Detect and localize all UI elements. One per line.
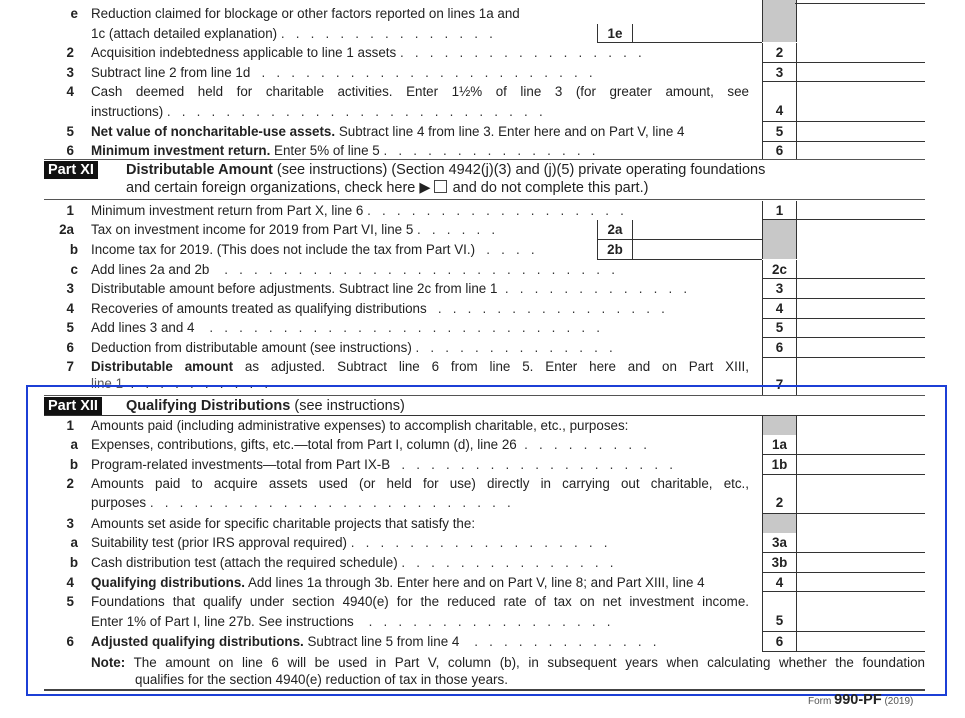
line-label: Expenses, contributions, gifts, etc.—total from Part I, column (d), line 26 [91,437,517,452]
amount-field-xii-3a[interactable] [795,533,925,552]
leader-dots: . . . . . . . . . . . . . . . [277,26,493,41]
line-label: Income tax for 2019. (This does not include the tax from Part VI.) [91,242,476,257]
line-text [91,573,705,592]
line-number: e [70,6,78,21]
amount-field-1e[interactable] [631,24,762,43]
part-xii-line-3a [0,533,965,552]
line-number: 3 [66,281,74,296]
divider [795,3,925,4]
part-label: Part XII [44,397,102,415]
line-text [91,435,647,454]
leader-dots: . . . . . . . . . . . . . . . . [426,301,665,316]
part-x-line-2 [0,43,965,62]
line-number: 4 [66,301,74,316]
line-box: 2 [762,474,797,513]
amount-field-xii-6[interactable] [795,632,925,651]
leader-dots: . . . . . . . . . . [123,376,269,391]
part-x-line-5 [0,122,965,141]
line-number: 3 [66,65,74,80]
amount-field-3[interactable] [795,63,925,82]
leader-dots: . . . . . . . . . . . . . [497,281,688,296]
line-label-bold: Net value of noncharitable-use assets. [91,124,336,139]
check-here-suffix: and do not complete this part.) [452,180,649,196]
form-year: (2019) [884,696,914,707]
part-x-line-1e-cont [0,24,965,43]
line-text [91,374,268,393]
line-text [91,220,495,239]
line-number: 2a [59,222,74,237]
leader-dots: . . . . . . . . . . . . . . . . . . . . . . . . . . . [209,262,615,277]
shaded-cell [762,220,797,259]
private-operating-foundation-checkbox[interactable] [434,180,447,193]
line-label: Add lines 2a and 2b [91,262,210,277]
leader-dots: . . . . . . . . . . . . . . . . . . [347,535,608,550]
line-text [91,102,543,121]
line-label: Subtract line 5 from line 4 [303,634,460,649]
line-box: 1 [762,201,797,220]
amount-field-xii-1b[interactable] [795,455,925,474]
line-text [91,63,593,82]
line-label: Subtract line 4 from line 3. Enter here and on Part V, line 4 [335,124,685,139]
line-box: 1b [762,455,797,474]
line-number: 5 [66,594,74,609]
part-xii-header [44,397,925,415]
leader-dots: . . . . [475,242,535,257]
line-number: b [69,242,78,257]
part-xi-line-6 [0,338,965,357]
check-here-label: and certain foreign organizations, check here ▶ [126,180,431,196]
line-label: Add lines 1a through 3b. Enter here and on Part V, line 8; and Part XIII, line 4 [245,575,705,590]
part-xi-line-1 [0,201,965,220]
line-box: 2c [762,260,797,279]
leader-dots: . . . . . . . . . . . . . . . [397,555,614,570]
note-line-2: qualifies for the section 4940(e) reduction of tax in those years. [135,672,508,687]
amount-field-xii-5[interactable] [795,592,925,631]
amount-field-xii-3b[interactable] [795,553,925,572]
leader-dots: . . . . . . . . . . . . . . . . . [353,614,611,629]
line-label: Add lines 3 and 4 [91,320,195,335]
line-box-1e: 1e [597,24,633,43]
line-box: 7 [762,357,797,395]
amount-field-xi-2c[interactable] [795,260,925,279]
part-xi-line-2b [0,240,965,259]
note-line-1: The amount on line 6 will be used in Part V, column (b), in subsequent years when calculating whether the foundation [133,655,925,670]
part-xii-line-1a [0,435,965,454]
divider [44,159,925,160]
leader-dots: . . . . . . . . . . . . . . . . . . . . . . . . . . . [194,320,601,335]
line-text [91,201,624,220]
part-xii-line-6 [0,632,965,651]
line-number: 6 [66,143,74,158]
line-text: Amounts paid to acquire assets used (or held for use) directly in carrying out charitable, etc., [91,476,749,491]
line-number: 5 [66,124,74,139]
part-title [126,397,405,415]
line-label: Suitability test (prior IRS approval required) [91,535,348,550]
line-text [91,612,610,631]
line-number: b [69,555,78,570]
divider [762,651,925,652]
part-title-bold: Qualifying Distributions [126,398,291,414]
part-xii-line-4 [0,573,965,592]
part-xi-line-2a [0,220,965,239]
part-xii-line-3b [0,553,965,572]
amount-field-xi-2a[interactable] [631,220,762,239]
line-box: 3a [762,533,797,552]
amount-field-5[interactable] [795,122,925,141]
line-label: instructions) [91,104,164,119]
line-label: line 1 [91,376,124,391]
leader-dots: . . . . . . . . . . . . . . . . . . [363,203,624,218]
part-title-line2 [126,179,648,197]
line-box: 5 [762,318,797,337]
line-box: 6 [762,338,797,357]
line-text: Reduction claimed for blockage or other factors reported on lines 1a and [91,6,520,21]
line-text [91,43,642,62]
line-text: Cash deemed held for charitable activities. Enter 1½% of line 3 (for greater amount, see [91,84,749,99]
line-label: Cash distribution test (attach the required schedule) [91,555,398,570]
part-xi-line-4 [0,299,965,318]
part-xii-line-1 [0,416,965,435]
line-text [91,141,596,160]
amount-field-4[interactable] [795,82,925,121]
amount-field-xii-1a[interactable] [795,435,925,454]
line-number: a [70,437,78,452]
line-label: purposes [91,495,147,510]
line-label: Minimum investment return from Part X, line 6 [91,203,364,218]
part-title-rest: (see instructions) (Section 4942(j)(3) and (j)(5) private operating foundations [272,162,766,178]
line-number: 6 [66,634,74,649]
line-label-bold: Qualifying distributions. [91,575,245,590]
line-box-2b: 2b [597,240,633,259]
leader-dots: . . . . . . . . . . . . . . . . . . . . . . . . . [146,495,511,510]
line-number: 2 [66,476,74,491]
part-title [126,161,765,179]
part-label: Part XI [44,161,98,179]
part-xii-line-1b [0,455,965,474]
line-number: a [70,535,78,550]
leader-dots: . . . . . . . . . . . . . . . . . . . . . . . [250,65,593,80]
line-text: Foundations that qualify under section 4940(e) for the reduced rate of tax on net investment income. [91,594,749,609]
line-box-2a: 2a [597,220,633,239]
leader-dots: . . . . . . [413,222,496,237]
line-number: c [70,262,78,277]
amount-field-xi-4[interactable] [795,299,925,318]
leader-dots: . . . . . . . . . . . . . [459,634,657,649]
line-number: 1 [66,418,74,433]
line-number: b [69,457,78,472]
part-xi-line-5 [0,318,965,337]
line-text [91,24,493,43]
line-number: 3 [66,516,74,531]
amount-field-xi-6[interactable] [795,338,925,357]
line-number: 4 [66,575,74,590]
amount-field-xi-3[interactable] [795,279,925,298]
amount-field-xi-5[interactable] [795,318,925,337]
divider [44,199,925,200]
line-label-bold: Adjusted qualifying distributions. [91,634,304,649]
amount-field-xi-7[interactable] [795,357,925,395]
line-text [91,553,613,572]
amount-field-xii-2[interactable] [795,474,925,513]
leader-dots: . . . . . . . . . . . . . . . . . . . [390,457,673,472]
line-box: 3b [762,553,797,572]
shaded-cell [762,0,797,42]
line-label-bold: Distributable amount [91,359,234,374]
amount-field-2[interactable] [795,43,925,62]
line-box: 6 [762,141,797,160]
form-word: Form [808,696,832,707]
amount-field-xii-4[interactable] [795,573,925,592]
leader-dots: . . . . . . . . . . . . . . [411,340,613,355]
line-text [91,260,615,279]
line-number: 2 [66,45,74,60]
line-box: 3 [762,279,797,298]
leader-dots: . . . . . . . . . [516,437,647,452]
line-box: 4 [762,82,797,121]
shaded-cell [762,514,797,533]
part-title-bold: Distributable Amount [126,162,273,178]
line-number: 7 [66,359,74,374]
amount-field-6[interactable] [795,141,925,160]
line-number: 1 [66,203,74,218]
line-text-cont: 1c (attach detailed explanation) [91,26,278,41]
line-text [91,279,687,298]
line-text [91,122,684,141]
line-number: 6 [66,340,74,355]
divider [44,689,925,691]
note-label: Note: [91,655,126,670]
form-number: 990-PF [834,692,882,708]
leader-dots: . . . . . . . . . . . . . . . . . [396,45,642,60]
line-label: Program-related investments—total from Part IX-B [91,457,391,472]
divider [44,395,925,396]
shaded-cell [762,416,797,435]
line-text [91,240,535,259]
line-label: Distributable amount before adjustments. Subtract line 2c from line 1 [91,281,498,296]
line-number: 4 [66,84,74,99]
leader-dots: . . . . . . . . . . . . . . . [379,143,596,158]
line-label: as adjusted. Subtract line 6 from line 5. Enter here and on Part XIII, [233,359,749,374]
part-xii-line-3 [0,514,965,533]
leader-dots: . . . . . . . . . . . . . . . . . . . . . . . . . . [163,104,543,119]
line-box: 5 [762,122,797,141]
amount-field-xi-2b[interactable] [631,240,762,259]
line-box: 3 [762,63,797,82]
part-xi-header [44,161,925,201]
line-label-bold: Minimum investment return. [91,143,271,158]
line-box: 4 [762,299,797,318]
line-text [91,632,657,651]
part-xi-line-3 [0,279,965,298]
form-footer [808,692,913,708]
line-label: Deduction from distributable amount (see instructions) [91,340,412,355]
part-xi-line-2c [0,260,965,279]
line-text [91,493,511,512]
part-x-line-1e [0,4,965,23]
line-text [91,533,607,552]
part-title-rest: (see instructions) [290,398,405,414]
line-text [91,299,665,318]
line-box: 4 [762,573,797,592]
line-text [91,455,673,474]
amount-field-xi-1[interactable] [795,201,925,220]
line-text: Amounts paid (including administrative expenses) to accomplish charitable, etc., purposes: [91,418,629,433]
line-text: Amounts set aside for specific charitable projects that satisfy the: [91,516,476,531]
line-label: Enter 5% of line 5 [270,143,380,158]
line-label: Enter 1% of Part I, line 27b. See instructions [91,614,354,629]
line-label: Acquisition indebtedness applicable to line 1 assets [91,45,397,60]
part-xii-note-cont [0,670,965,689]
line-label: Recoveries of amounts treated as qualifying distributions [91,301,427,316]
line-label: Subtract line 2 from line 1d [91,65,251,80]
line-box: 1a [762,435,797,454]
part-x-line-6 [0,141,965,160]
line-text [91,338,613,357]
line-text [91,318,600,337]
line-number: 5 [66,320,74,335]
line-box: 6 [762,632,797,651]
line-box: 5 [762,592,797,631]
line-label: Tax on investment income for 2019 from Part VI, line 5 [91,222,414,237]
part-x-line-3 [0,63,965,82]
line-box: 2 [762,43,797,62]
